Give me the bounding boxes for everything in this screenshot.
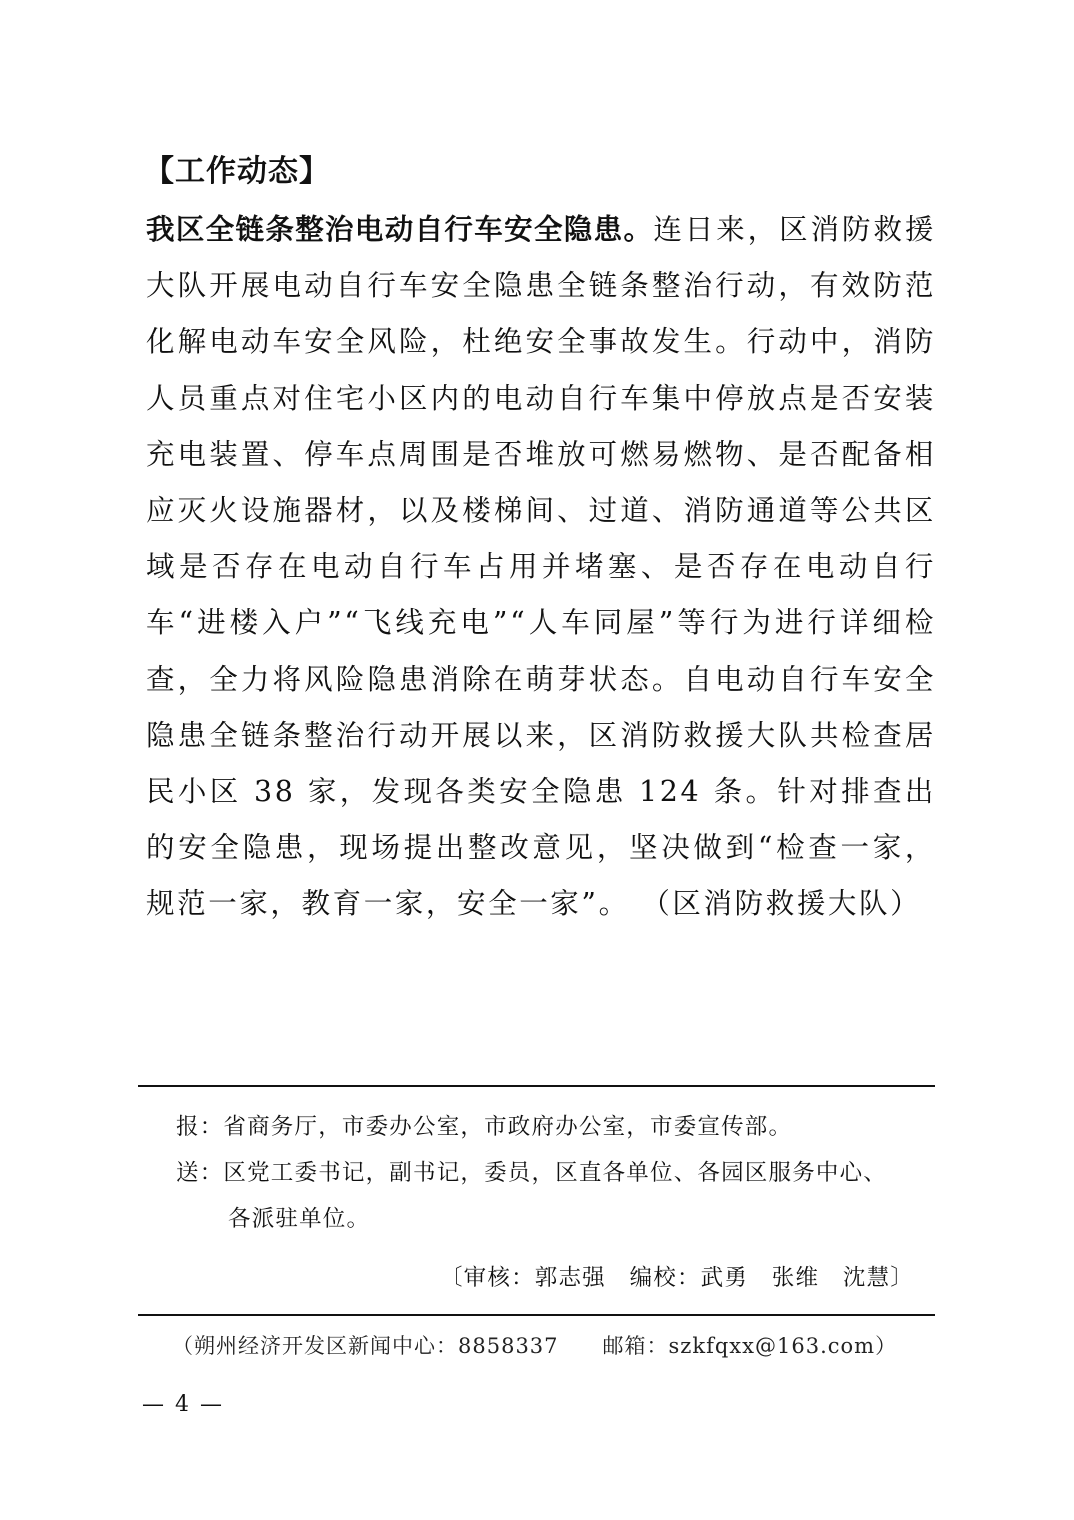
editors-credit: 〔审核：郭志强 编校：武勇 张维 沈慧〕 bbox=[439, 1265, 914, 1291]
report-to-line bbox=[176, 1104, 936, 1150]
section-title: 【工作动态】 bbox=[144, 154, 330, 189]
article-body: 连日来，区消防救援大队开展电动自行车安全隐患全链条整治行动，有效防范化解电动车安全风险，杜绝安全事故发生。行动中，消防人员重点对住宅小区内的电动自行车集中停放点是否安装充电装置、停车点周围是否堆放可燃易燃物、是否配备相应灭火设施器材，以及楼梯间、过道、消防通道等公共区域是否存在电动自行车占用并堵塞、是否存在电动自行车“进楼入户”“飞线充电”“人车同屋”等行为进行详细检查，全力将风险隐患消除在萌芽状态。自电动自行车安全隐患全链条整治行动开展以来，区消防救援大队共检查居民小区 38 家，发现各类安全隐患 124 条。针对排查出的安全隐患，现场提出整改意见，坚决做到“检查一家，规范一家，教育一家，安全一家”。 （区消防救援大队） bbox=[146, 213, 936, 921]
distribution-top-rule bbox=[138, 1085, 935, 1087]
send-recipients-line2: 各派驻单位。 bbox=[228, 1206, 371, 1232]
page-number: — 4 — bbox=[142, 1392, 224, 1417]
report-recipients: 省商务厅，市委办公室，市政府办公室，市委宣传部。 bbox=[223, 1114, 793, 1140]
report-label: 报： bbox=[176, 1114, 224, 1140]
send-to-block bbox=[176, 1150, 936, 1242]
contact-info: （朔州经济开发区新闻中心：8858337 邮箱：szkfqxx@163.com） bbox=[172, 1334, 898, 1358]
distribution-bottom-rule bbox=[138, 1314, 935, 1316]
send-label: 送： bbox=[176, 1160, 224, 1186]
send-recipients-line1: 区党工委书记，副书记，委员，区直各单位、各园区服务中心、 bbox=[223, 1160, 888, 1186]
article-headline: 我区全链条整治电动自行车安全隐患。 bbox=[146, 213, 654, 246]
news-article bbox=[146, 202, 936, 933]
